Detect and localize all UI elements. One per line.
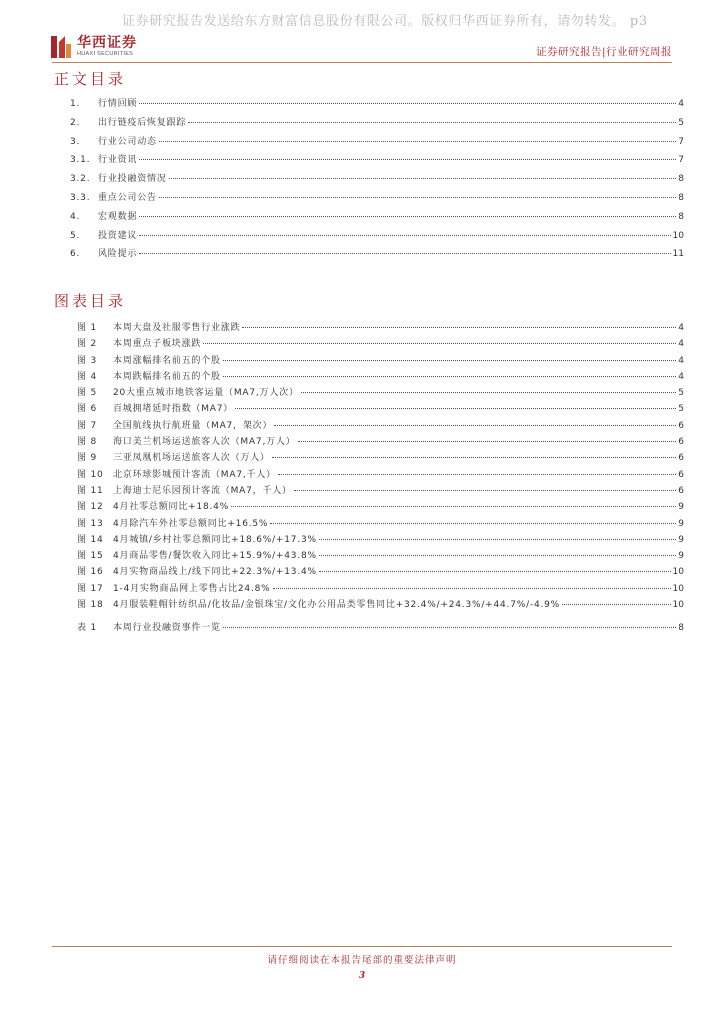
figure-entry-label: 4月商品零售/餐饮收入同比+15.9%/+43.8% xyxy=(113,551,317,562)
figure-entry-label: 北京环球影城预计客流（MA7,千人） xyxy=(113,469,276,480)
figure-entry-page: 9 xyxy=(678,502,684,513)
figure-entry-number: 图 5 xyxy=(77,388,97,399)
figure-entry-label: 4月社零总额同比+18.4% xyxy=(113,502,230,513)
contents-entry-number: 3.1. xyxy=(70,155,91,166)
dot-leader xyxy=(159,197,676,198)
figure-entry-label: 20大重点城市地铁客运量（MA7,万人次） xyxy=(113,388,299,399)
figure-entry[interactable] xyxy=(77,385,684,401)
dot-leader xyxy=(203,343,676,344)
figure-entry[interactable] xyxy=(77,434,684,450)
figure-entry[interactable] xyxy=(77,581,684,597)
figure-entry-label: 4月城镇/乡村社零总额同比+18.6%/+17.3% xyxy=(113,534,317,545)
contents-entry-page: 7 xyxy=(678,136,684,147)
dot-leader xyxy=(562,604,671,605)
contents-entry[interactable] xyxy=(70,115,684,134)
contents-entry-number: 3.2. xyxy=(70,174,91,185)
figure-entry-page: 9 xyxy=(678,551,684,562)
figure-entry-page: 6 xyxy=(678,485,684,496)
figure-entry-page: 4 xyxy=(678,371,684,382)
page-number: 3 xyxy=(358,971,366,981)
figure-entry-number: 图 9 xyxy=(77,453,97,464)
dot-leader xyxy=(278,474,676,475)
dot-leader xyxy=(139,103,676,104)
dot-leader xyxy=(223,360,676,361)
figure-entry-number: 图 1 xyxy=(77,323,97,333)
figure-entry-page: 4 xyxy=(678,323,684,333)
figure-entry[interactable] xyxy=(77,450,684,466)
figure-entry[interactable] xyxy=(77,483,684,499)
figure-entry[interactable] xyxy=(77,369,684,385)
dot-leader xyxy=(139,235,670,236)
figure-entry-label: 海口美兰机场运送旅客人次（MA7,万人） xyxy=(113,437,296,448)
contents-entry[interactable] xyxy=(70,209,684,228)
figure-entry-label: 1-4月实物商品网上零售占比24.8% xyxy=(113,583,271,594)
contents-entry[interactable] xyxy=(70,190,684,209)
contents-entry[interactable] xyxy=(70,228,684,247)
figure-entry[interactable] xyxy=(77,597,684,613)
dot-leader xyxy=(188,122,676,123)
contents-entry-label: 行业公司动态 xyxy=(98,136,157,147)
contents-entry-number: 3.3. xyxy=(70,192,91,203)
contents-entry-page: 8 xyxy=(678,211,684,222)
figure-entry-page: 10 xyxy=(672,567,684,578)
contents-entry-label: 投资建议 xyxy=(98,230,138,241)
figure-entry[interactable] xyxy=(77,499,684,515)
figure-entry[interactable] xyxy=(77,564,684,580)
watermark-text: 证券研究报告发送给东方财富信息股份有限公司。版权归华西证券所有，请勿转发。 p3 xyxy=(122,14,648,29)
contents-entry-label: 行情回顾 xyxy=(98,99,138,109)
dot-leader xyxy=(231,506,676,507)
contents-entry-label: 宏观数据 xyxy=(98,211,138,222)
dot-leader xyxy=(298,441,677,442)
huaxi-logo-icon xyxy=(51,36,71,58)
dot-leader xyxy=(235,408,676,409)
figure-entry-number: 图 7 xyxy=(77,420,97,431)
figure-entry-label: 三亚凤凰机场运送旅客人次（万人） xyxy=(113,453,270,464)
contents-entry-number: 2. xyxy=(70,117,81,128)
figure-entry-label: 4月除汽车外社零总额同比+16.5% xyxy=(113,518,269,529)
figure-entry-page: 5 xyxy=(678,388,684,399)
contents-entry-page: 11 xyxy=(672,249,684,260)
figure-entry-number: 图 4 xyxy=(77,371,97,382)
dot-leader xyxy=(159,141,676,142)
contents-entry-page: 10 xyxy=(672,230,684,241)
figure-entry-label: 上海迪士尼乐园预计客流（MA7，千人） xyxy=(113,485,292,496)
figure-entry-page: 10 xyxy=(672,583,684,594)
figure-entry-number: 图 2 xyxy=(77,339,97,350)
figure-entry-number: 图 11 xyxy=(77,485,104,496)
contents-entry-number: 1. xyxy=(70,99,81,109)
figure-entry-label: 本周涨幅排名前五的个股 xyxy=(113,355,221,366)
dot-leader xyxy=(272,457,676,458)
figure-entry-number: 图 17 xyxy=(77,583,104,594)
logo-name-cn: 华西证券 xyxy=(77,35,137,52)
contents-entry-page: 5 xyxy=(678,117,684,128)
figure-entry[interactable] xyxy=(77,418,684,434)
footer-disclaimer: 请仔细阅读在本报告尾部的重要法律声明 xyxy=(267,955,457,966)
figure-entry-number: 图 12 xyxy=(77,502,104,513)
figure-entry-page: 5 xyxy=(678,404,684,415)
dot-leader xyxy=(242,327,676,328)
logo-name-en: HUAXI SECURITIES xyxy=(77,51,134,58)
huaxi-logo xyxy=(51,36,137,58)
dot-leader xyxy=(274,425,676,426)
figure-entry-number: 图 18 xyxy=(77,600,104,611)
figure-entry[interactable] xyxy=(77,516,684,532)
dot-leader xyxy=(319,555,676,556)
figure-entry-label: 本周大盘及社服零售行业涨跌 xyxy=(113,323,241,333)
header-divider xyxy=(52,62,672,63)
dot-leader xyxy=(270,523,676,524)
dot-leader xyxy=(223,376,676,377)
dot-leader xyxy=(301,392,677,393)
dot-leader xyxy=(139,216,676,217)
dot-leader xyxy=(139,253,670,254)
figure-entry-page: 4 xyxy=(678,355,684,366)
contents-entry-page: 4 xyxy=(678,99,684,109)
figure-entry-number: 图 15 xyxy=(77,551,104,562)
contents-title: 正文目录 xyxy=(54,70,127,88)
contents-entry-page: 7 xyxy=(678,155,684,166)
contents-entry-number: 6. xyxy=(70,249,81,260)
figures-title: 图表目录 xyxy=(54,292,127,310)
figure-entry-label: 本周跌幅排名前五的个股 xyxy=(113,371,221,382)
figure-entry-number: 图 6 xyxy=(77,404,97,415)
figure-entry-page: 6 xyxy=(678,453,684,464)
dot-leader xyxy=(273,588,671,589)
figure-entry-number: 图 13 xyxy=(77,518,104,529)
contents-entry-label: 出行链疫后恢复跟踪 xyxy=(98,117,187,128)
contents-entry-number: 5. xyxy=(70,230,81,241)
figure-entry-number: 图 10 xyxy=(77,469,104,480)
contents-list xyxy=(70,96,684,265)
figure-entry-number: 图 3 xyxy=(77,355,97,366)
table-entry[interactable] xyxy=(77,620,684,636)
dot-leader xyxy=(319,539,676,540)
figures-list xyxy=(77,320,684,613)
figure-entry-page: 4 xyxy=(678,339,684,350)
figure-entry-page: 9 xyxy=(678,518,684,529)
contents-entry-label: 重点公司公告 xyxy=(98,192,157,203)
figure-entry-number: 图 8 xyxy=(77,437,97,448)
figure-entry-page: 10 xyxy=(672,600,684,611)
contents-entry-label: 行业资讯 xyxy=(98,155,138,166)
contents-entry-label: 行业投融资情况 xyxy=(98,174,167,185)
figure-entry-label: 4月服装鞋帽针纺织品/化妆品/金银珠宝/文化办公用品类零售同比+32.4%/+24.3%/+44.7%/-4.9% xyxy=(113,600,561,611)
contents-entry[interactable] xyxy=(70,96,684,115)
figure-entry[interactable] xyxy=(77,336,684,352)
contents-entry-number: 3. xyxy=(70,136,81,147)
contents-entry-label: 风险提示 xyxy=(98,249,138,260)
dot-leader xyxy=(223,627,676,628)
table-entry-page: 8 xyxy=(678,623,684,633)
figure-entry-label: 全国航线执行航班量（MA7，架次） xyxy=(113,420,273,431)
report-type-label: 证券研究报告|行业研究周报 xyxy=(535,46,672,58)
dot-leader xyxy=(319,571,671,572)
contents-entry[interactable] xyxy=(70,152,684,171)
figure-entry-number: 图 14 xyxy=(77,534,104,545)
figure-entry-page: 6 xyxy=(678,469,684,480)
figure-entry-page: 9 xyxy=(678,534,684,545)
figure-entry[interactable] xyxy=(77,532,684,548)
contents-entry-page: 8 xyxy=(678,174,684,185)
figure-entry-label: 4月实物商品线上/线下同比+22.3%/+13.4% xyxy=(113,567,317,578)
figure-entry-label: 百城拥堵延时指数（MA7） xyxy=(113,404,234,415)
dot-leader xyxy=(294,490,676,491)
tables-list xyxy=(77,620,684,636)
contents-entry[interactable] xyxy=(70,246,684,265)
figure-entry[interactable] xyxy=(77,467,684,483)
dot-leader xyxy=(169,178,677,179)
figure-entry-page: 6 xyxy=(678,420,684,431)
figure-entry-number: 图 16 xyxy=(77,567,104,578)
contents-entry-page: 8 xyxy=(678,192,684,203)
contents-entry[interactable] xyxy=(70,171,684,190)
figure-entry-page: 6 xyxy=(678,437,684,448)
contents-entry[interactable] xyxy=(70,134,684,153)
figure-entry[interactable] xyxy=(77,320,684,336)
table-entry-label: 本周行业投融资事件一览 xyxy=(113,623,221,633)
footer-divider xyxy=(52,946,672,947)
dot-leader xyxy=(139,159,676,160)
table-entry-number: 表 1 xyxy=(77,623,97,633)
contents-entry-number: 4. xyxy=(70,211,81,222)
figure-entry-label: 本周重点子板块涨跌 xyxy=(113,339,202,350)
figure-entry[interactable] xyxy=(77,548,684,564)
figure-entry[interactable] xyxy=(77,353,684,369)
figure-entry[interactable] xyxy=(77,401,684,417)
